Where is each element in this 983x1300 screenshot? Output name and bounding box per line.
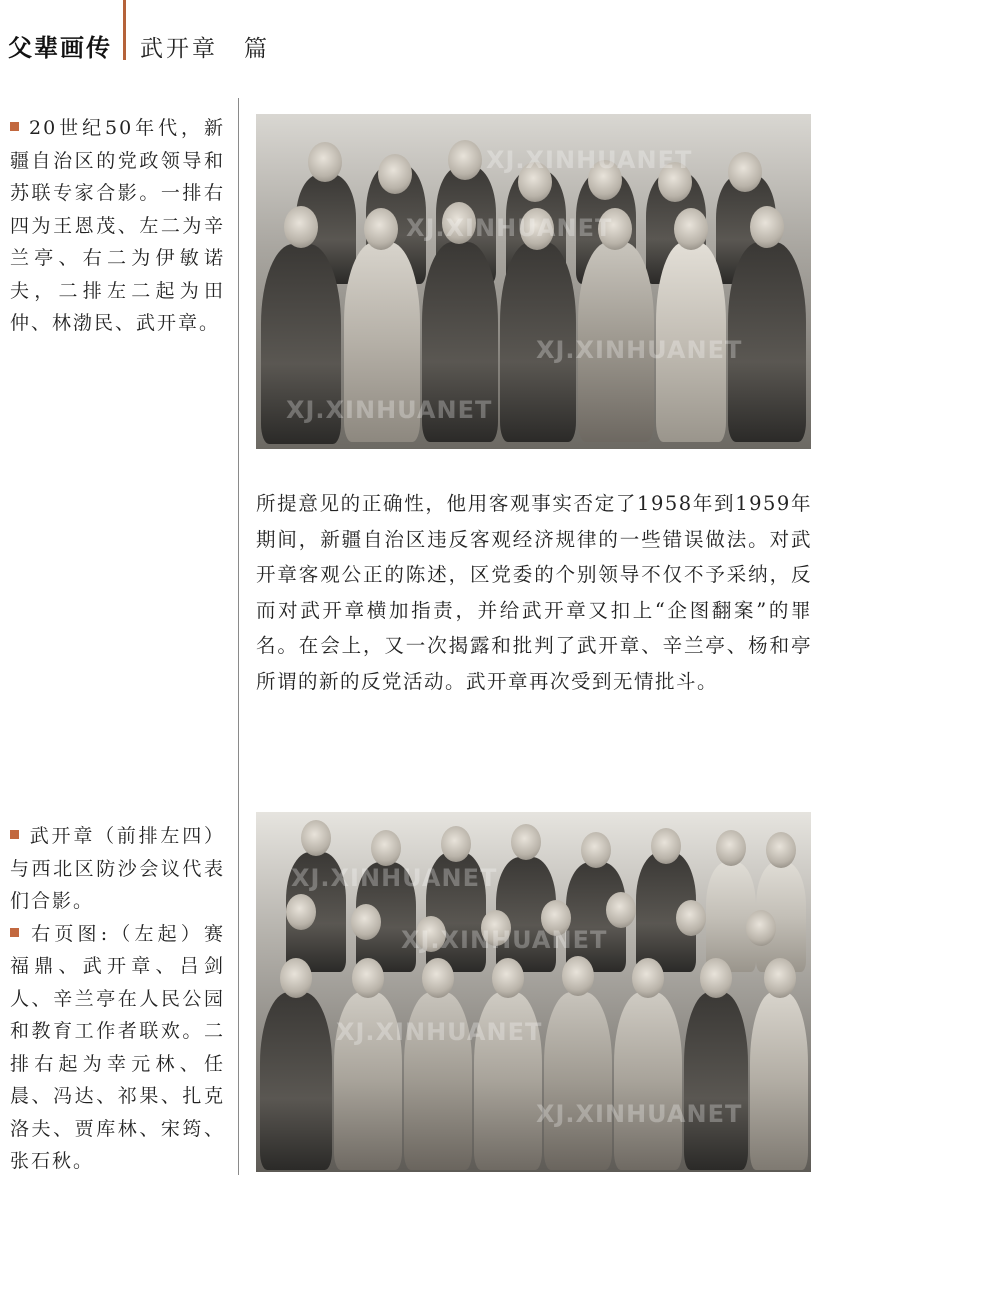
header-divider [123,0,126,60]
watermark: XJ.XINHUANET [336,1018,543,1046]
page-header [0,0,983,70]
watermark: XJ.XINHUANET [286,396,493,424]
photo-top [256,114,811,449]
caption-bottom [10,820,225,1178]
body-paragraph [256,486,812,699]
chapter-title: 武开章 篇 [140,36,270,62]
photo-bottom [256,812,811,1172]
watermark: XJ.XINHUANET [401,926,608,954]
caption-bottom-item1: 武开章（前排左四）与西北区防沙会议代表们合影。 [10,825,225,912]
body-paragraph-text: 所提意见的正确性，他用客观事实否定了1958年到1959年期间，新疆自治区违反客观经济规律的一些错误做法。对武开章客观公正的陈述，区党委的个别领导不仅不予采纳，反而对武开章横加指责，并给武开章又扣上“企图翻案”的罪名。在会上，又一次揭露和批判了武开章、辛兰亭、杨和亭所谓的新的反党活动。武开章再次受到无情批斗。 [256,492,812,693]
bullet-icon [10,928,19,937]
caption-bottom-item2: 右页图:（左起）赛福鼎、武开章、吕剑人、辛兰亭在人民公园和教育工作者联欢。二排右起为幸元林、任晨、冯达、祁果、扎克洛夫、贾库林、宋筠、张石秋。 [10,922,225,1172]
bullet-icon [10,830,19,839]
series-title: 父辈画传 [8,34,112,62]
caption-top-text: 20世纪50年代，新疆自治区的党政领导和苏联专家合影。一排右四为王恩茂、左二为辛兰亭、右二为伊敏诺夫，二排左二起为田仲、林渤民、武开章。 [10,117,225,334]
watermark: XJ.XINHUANET [291,864,498,892]
column-divider [238,98,239,1175]
watermark: XJ.XINHUANET [536,336,743,364]
watermark: XJ.XINHUANET [536,1100,743,1128]
caption-top [10,112,225,340]
watermark: XJ.XINHUANET [406,214,613,242]
bullet-icon [10,122,19,131]
watermark: XJ.XINHUANET [486,146,693,174]
